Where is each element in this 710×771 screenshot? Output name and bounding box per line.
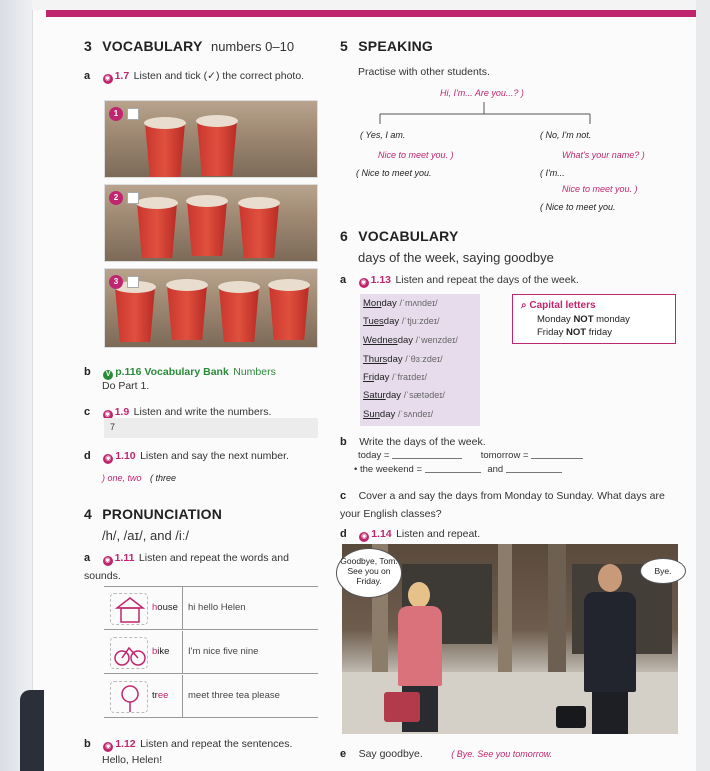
day-item [363,335,458,346]
cup-top [268,279,310,291]
day-rest: day [397,335,414,346]
cup-top [136,197,178,209]
tip-line [537,314,630,325]
cup-icon [239,203,279,258]
photo-edge [20,690,44,771]
speech-text: Bye. [654,566,672,576]
speech-bubble: ) one, two [102,473,142,483]
speech-bubble: ( I'm... [540,168,565,178]
audio-track: 1.14 [371,528,392,540]
tip-text: Friday [537,327,567,338]
day-item [363,298,438,309]
exercise-label: b [84,738,91,750]
instruction: Listen and say the next number. [140,450,289,462]
exercise-3d [84,446,324,464]
speech-bubble: What's your name? ) [562,150,645,160]
section-5-heading [340,38,433,56]
audio-track: 1.12 [115,738,136,750]
dialogue-line: What's your name? [562,150,640,160]
days-list [360,294,480,426]
photo-number: 2 [109,191,123,205]
exercise-label: c [84,406,91,418]
example-text: one, two [107,473,142,483]
day-rest: day [379,409,396,420]
sound-examples: I'm nice five nine [188,646,259,657]
speech-text: Goodbye, Tom. See you on Friday. [340,556,398,586]
exercise-label: a [84,70,91,82]
section-3-heading [84,38,294,56]
speech-bubble-right [640,558,686,584]
section-6-heading [340,228,554,265]
audio-icon[interactable]: ◉ [360,279,367,286]
gap-fill-line [358,450,583,461]
divider [182,587,183,630]
day-ipa: /ˈsætədeɪ/ [403,390,445,400]
photo-1 [104,100,318,178]
section-4-heading [84,506,222,543]
section-number: 5 [340,38,348,54]
head [598,564,622,592]
gap-prompt: the weekend = [359,464,423,475]
cup-icon [145,123,185,178]
day-item [363,409,433,420]
day-rest: day [374,372,390,383]
gap-prompt: today = [358,450,390,461]
tip-line [537,327,612,338]
gap-prompt: tomorrow = [480,450,529,461]
example-sentence: Hello, Helen! [102,754,163,766]
sound-letter: h [152,602,158,613]
photo-number: 3 [109,275,123,289]
audio-icon[interactable]: ◉ [104,75,111,82]
cup-top [238,197,280,209]
audio-icon[interactable]: ◉ [361,533,368,540]
instruction: Listen and repeat. [396,528,481,540]
flow-arrows [360,100,640,130]
exercise-3b [84,362,314,392]
exercise-6a [340,270,640,288]
suit [584,592,636,692]
speech-bubble: Nice to meet you. ) [378,150,454,160]
instruction: Listen and repeat the words and sounds. [84,552,289,582]
day-stress: Sun [363,409,380,420]
exercise-label: d [340,528,347,540]
section-subtitle: /h/, /aɪ/, and /iː/ [102,528,190,543]
exercise-6c [340,486,670,522]
section-number: 4 [84,506,92,522]
answer-box[interactable] [104,418,318,438]
speech-bubble: ( Nice to meet you. [540,202,616,212]
dialogue-line: Nice to meet you. [545,202,616,212]
tree-icon [110,681,148,713]
day-stress: Wednes [363,335,398,346]
sound-row [104,631,318,674]
divider [182,675,183,718]
day-stress: Mon [363,298,382,309]
example-dialogue [102,468,176,486]
search-icon: ⌕ [521,300,527,311]
section-title: SPEAKING [358,38,433,54]
tick-box[interactable] [127,108,139,120]
divider [182,631,183,674]
day-stress: Thurs [363,354,388,365]
day-rest: day [381,298,397,309]
exercise-label: b [84,366,91,378]
photo-3 [104,268,318,348]
day-item [363,354,443,365]
sounds-table [104,586,318,718]
building-column [548,544,566,674]
instruction: Write the days of the week. [359,436,486,448]
instruction: Listen and write the numbers. [133,406,272,418]
example-text: Bye. See you tomorrow. [456,749,553,759]
audio-track: 1.10 [115,450,136,462]
audio-track: 1.11 [114,552,135,564]
instruction: Say goodbye. [358,748,423,760]
exercise-label: a [340,274,347,286]
tick-box[interactable] [127,276,139,288]
audio-track: 1.9 [114,406,130,418]
tip-text: monday [593,314,630,325]
cup-icon [269,285,309,340]
answer-blank[interactable] [531,451,583,459]
day-ipa: /ˈθɜːzdeɪ/ [405,354,443,364]
vocab-bank-icon: V [103,370,113,380]
tip-not: NOT [573,314,594,325]
cup-icon [167,285,207,340]
sound-row [104,675,318,718]
answer-example: 7 [110,422,116,432]
exercise-6e [340,744,660,762]
sound-letter: b [152,646,158,657]
day-item [363,316,439,327]
section-number: 3 [84,38,92,54]
section-subtitle: days of the week, saying goodbye [358,250,554,265]
exercise-6b [340,432,660,450]
section-number: 6 [340,228,348,244]
cup-icon [115,287,155,342]
instruction: Cover a and say the days from Monday to Sunday. What days are your English classes? [340,490,665,520]
tip-text: friday [586,327,612,338]
instruction: Listen and repeat the sentences. [140,738,293,750]
exercise-label: e [340,748,347,760]
photo-2 [104,184,318,262]
day-ipa: /ˈtjuːzdeɪ/ [401,316,440,326]
audio-track: 1.13 [370,274,392,286]
building-column [498,544,512,674]
audio-icon[interactable]: ◉ [104,411,111,418]
sound-letter: tr [152,690,158,701]
exercise-label: c [340,490,347,502]
answer-blank[interactable] [425,465,481,473]
instruction: Listen and repeat the days of the week. [395,274,579,286]
example-text: three [155,473,176,483]
dialogue-line: Yes, I am. [365,130,406,140]
dialogue-line: No, I'm not. [545,130,592,140]
dialogue-line: Nice to meet you. [361,168,432,178]
day-rest: day [383,316,400,327]
exercise-3a [84,66,314,84]
cup-top [144,117,186,129]
sound-examples: hi hello Helen [188,602,246,613]
dialogue-line: I'm... [545,168,565,178]
photo-number: 1 [109,107,123,121]
sound-word: ike [157,646,170,657]
cup-top [196,115,238,127]
suit-trousers [592,692,628,734]
tip-title [521,300,596,311]
section-title: VOCABULARY [102,38,203,54]
exercise-label: d [84,450,91,462]
speech-prompt: Hi, I'm... Are you...? ) [440,88,524,98]
handbag [384,692,420,722]
tick-box[interactable] [127,192,139,204]
day-ipa: /ˈwenzdeɪ/ [415,335,458,345]
answer-blank[interactable] [392,451,462,459]
tip-not: NOT [566,327,587,338]
day-rest: day [387,354,403,365]
section-title: VOCABULARY [358,228,459,244]
exercise-6d [340,524,640,542]
vocab-bank-link[interactable]: p.116 Vocabulary Bank [115,366,229,378]
exercise-4b [84,734,324,766]
page-edge [696,0,710,771]
dialogue-line: Nice to meet you. [378,150,449,160]
sound-row [104,587,318,630]
instruction: Practise with other students. [358,66,490,78]
tip-title-text: Capital letters [529,300,596,311]
cup-top [186,195,228,207]
cup-top [218,281,260,293]
day-item [363,372,427,383]
cup-icon [137,203,177,258]
vocab-bank-topic: Numbers [233,366,276,378]
speech-bubble: Nice to meet you. ) [562,184,638,194]
day-ipa: /ˈmʌndeɪ/ [399,298,438,308]
section-subtitle: numbers 0–10 [210,39,295,54]
exercise-label: b [340,436,347,448]
hair [408,582,430,608]
day-item [363,390,445,401]
prompt-text: Hi, I'm... Are you...? [440,88,519,98]
instruction: Do Part 1. [102,380,150,392]
audio-icon[interactable]: ◉ [105,743,112,750]
day-ipa: /ˈsʌndeɪ/ [397,409,434,419]
sound-word: ee [157,690,169,701]
top-accent-bar [46,10,700,17]
sound-word: ouse [157,602,178,613]
sound-examples: meet three tea please [188,690,280,701]
capital-letters-tip [512,294,676,344]
day-rest: day [385,390,402,401]
exercise-label: a [84,552,91,564]
audio-track: 1.7 [114,70,130,82]
gap-prompt: and [487,464,504,475]
exercise-4a [84,548,318,584]
answer-blank[interactable] [506,465,562,473]
gap-fill-line: • the weekend = and [354,464,562,475]
cup-icon [187,201,227,256]
audio-icon[interactable]: ◉ [104,557,111,564]
speech-bubble-left [336,548,402,598]
page-gutter [0,0,32,771]
speech-bubble: ( No, I'm not. [540,130,592,140]
speech-bubble: ( Bye. See you tomorrow. [451,749,553,759]
day-ipa: /ˈfraɪdeɪ/ [392,372,427,382]
bike-icon [110,637,148,669]
instruction: Listen and tick (✓) the correct photo. [133,70,305,82]
day-stress: Tues [363,316,384,327]
speech-bubble: ( Nice to meet you. [356,168,432,178]
tip-text: Monday [537,314,574,325]
speech-bubble: ( Yes, I am. [360,130,406,140]
audio-icon[interactable]: ◉ [105,455,112,462]
section-title: PRONUNCIATION [102,506,223,522]
briefcase [556,706,586,728]
house-icon [110,593,148,625]
cup-icon [219,287,259,342]
dialogue-line: Nice to meet you. [562,184,633,194]
day-stress: Satur [363,390,386,401]
cup-icon [197,121,237,176]
coat [398,606,442,686]
cup-top [166,279,208,291]
day-stress: Fri [363,372,375,383]
speech-bubble: ( three [149,473,176,483]
